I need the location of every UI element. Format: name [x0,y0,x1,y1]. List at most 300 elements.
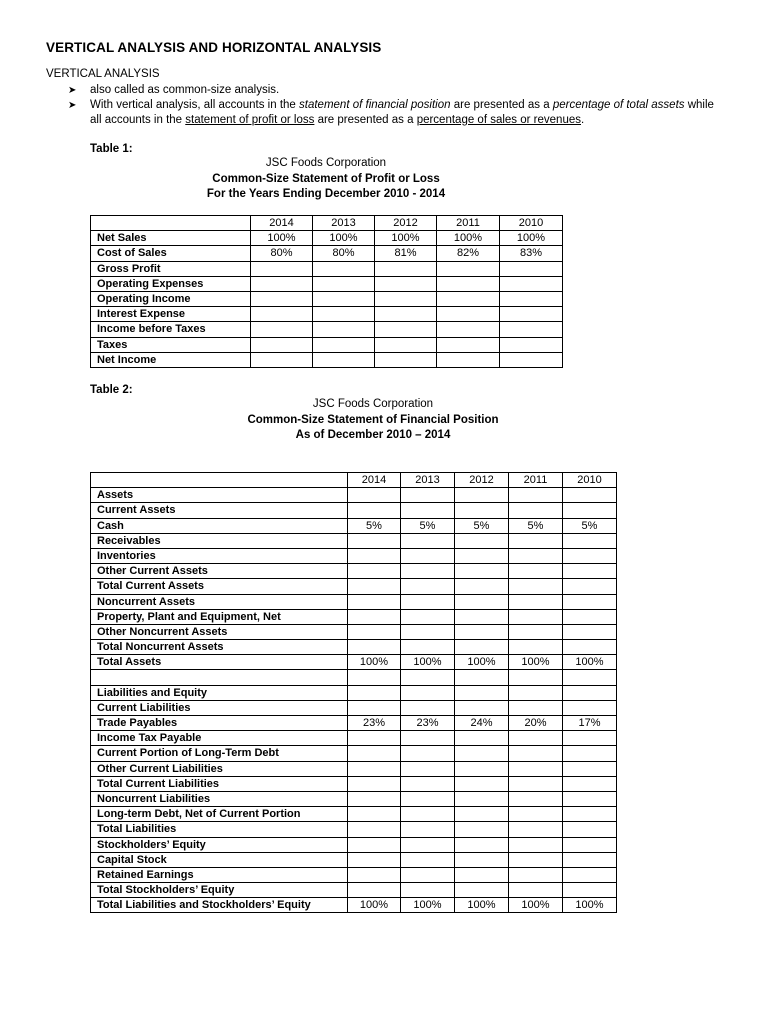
value-cell [348,685,401,700]
value-cell: 5% [455,518,509,533]
bullet-text-segment: With vertical analysis, all accounts in the [90,99,300,111]
bullet-text-segment: percentage of total assets [552,99,685,111]
value-cell [563,624,617,639]
value-cell [348,533,401,548]
row-label-cell: Capital Stock [91,852,348,867]
value-cell [401,548,455,563]
table-row [91,791,617,806]
value-cell [348,670,401,685]
value-cell [563,670,617,685]
table-row [91,579,617,594]
value-cell [500,307,563,322]
bullet-item [68,98,723,128]
table-row [91,307,563,322]
value-cell [455,731,509,746]
value-cell [455,776,509,791]
table1-profit-or-loss [90,215,563,368]
value-cell [563,791,617,806]
table-row [91,564,617,579]
value-cell [455,700,509,715]
value-cell: 100% [437,231,500,246]
row-label-cell: Cash [91,518,348,533]
table2-financial-position [90,472,617,913]
value-cell [509,731,563,746]
table-row [91,685,617,700]
table2-label: Table 2: [90,384,133,396]
value-cell: 5% [401,518,455,533]
row-label-cell: Property, Plant and Equipment, Net [91,609,348,624]
value-cell [348,609,401,624]
value-cell [455,883,509,898]
value-cell [455,807,509,822]
value-cell [455,852,509,867]
value-cell [348,776,401,791]
bullet-text-segment: statement of profit or loss [185,114,315,126]
row-label-cell: Retained Earnings [91,867,348,882]
table-row [91,837,617,852]
value-cell [563,731,617,746]
value-cell [500,261,563,276]
value-cell [401,640,455,655]
value-cell [313,322,375,337]
value-cell [401,776,455,791]
value-cell [563,548,617,563]
row-label-cell [91,670,348,685]
value-cell [313,276,375,291]
value-cell [348,746,401,761]
value-cell: 20% [509,716,563,731]
value-cell [509,761,563,776]
value-cell [563,533,617,548]
value-cell [455,488,509,503]
value-cell [348,807,401,822]
value-cell [563,594,617,609]
value-cell: 81% [375,246,437,261]
bullet-text-segment: statement of financial position [299,99,451,111]
row-label-cell: Inventories [91,548,348,563]
value-cell [348,837,401,852]
row-label-cell: Taxes [91,337,251,352]
value-cell [509,867,563,882]
value-cell: 100% [401,655,455,670]
row-label-cell: Long-term Debt, Net of Current Portion [91,807,348,822]
row-label-cell: Stockholders’ Equity [91,837,348,852]
value-cell [437,307,500,322]
document-title: VERTICAL ANALYSIS AND HORIZONTAL ANALYSIS [46,40,382,55]
value-cell [437,322,500,337]
table1-label: Table 1: [90,143,133,155]
table-row [91,655,617,670]
value-cell [401,594,455,609]
value-cell [348,822,401,837]
value-cell [251,307,313,322]
table1-statement: Common-Size Statement of Profit or Loss [212,172,440,185]
value-cell [509,746,563,761]
value-cell: 5% [348,518,401,533]
row-label-cell: Net Income [91,352,251,367]
value-cell: 100% [401,898,455,913]
value-cell [455,761,509,776]
value-cell [563,746,617,761]
value-cell [455,533,509,548]
value-cell: 100% [251,231,313,246]
value-cell [563,700,617,715]
value-cell [563,776,617,791]
value-cell [401,883,455,898]
value-cell [401,670,455,685]
value-cell [401,807,455,822]
year-header-cell: 2013 [401,473,455,488]
table2-period: As of December 2010 – 2014 [295,429,451,441]
table-row [91,883,617,898]
table-row [91,716,617,731]
row-label-cell: Total Current Liabilities [91,776,348,791]
year-header-cell: 2010 [500,216,563,231]
value-cell [313,261,375,276]
value-cell: 80% [251,246,313,261]
value-cell [509,594,563,609]
value-cell [509,700,563,715]
value-cell [375,337,437,352]
table-header-row [91,216,563,231]
table1-company: JSC Foods Corporation [265,157,387,169]
value-cell [563,685,617,700]
value-cell [455,624,509,639]
value-cell [455,579,509,594]
bullet-text-segment: . [580,114,585,126]
value-cell: 80% [313,246,375,261]
value-cell [401,624,455,639]
value-cell [563,852,617,867]
value-cell [348,624,401,639]
value-cell: 23% [348,716,401,731]
value-cell [455,503,509,518]
table2-body [91,473,617,913]
value-cell [509,624,563,639]
value-cell: 100% [313,231,375,246]
row-label-cell: Total Stockholders’ Equity [91,883,348,898]
value-cell [455,822,509,837]
value-cell [401,533,455,548]
value-cell [348,488,401,503]
table-row [91,594,617,609]
value-cell [375,291,437,306]
section-heading: VERTICAL ANALYSIS [46,68,160,80]
value-cell: 83% [500,246,563,261]
value-cell: 17% [563,716,617,731]
table-row [91,746,617,761]
value-cell [455,670,509,685]
table-row [91,807,617,822]
table1-body [91,216,563,368]
row-label-cell: Total Liabilities [91,822,348,837]
value-cell [563,640,617,655]
value-cell [563,503,617,518]
value-cell [401,503,455,518]
value-cell [348,883,401,898]
table1-caption [90,156,562,203]
value-cell [509,776,563,791]
bullet-list [68,83,723,128]
value-cell [509,533,563,548]
table-row [91,276,563,291]
value-cell [455,746,509,761]
bullet-text-segment: percentage of sales or revenues [416,114,581,126]
table-row [91,776,617,791]
row-label-cell: Current Liabilities [91,700,348,715]
table-row [91,624,617,639]
value-cell [348,579,401,594]
table-row [91,761,617,776]
value-cell: 82% [437,246,500,261]
row-label-cell: Receivables [91,533,348,548]
row-label-cell: Noncurrent Liabilities [91,791,348,806]
value-cell [348,548,401,563]
value-cell [251,261,313,276]
value-cell [563,564,617,579]
value-cell [401,746,455,761]
table-row [91,609,617,624]
value-cell [401,852,455,867]
value-cell [375,352,437,367]
value-cell [375,261,437,276]
year-header-cell: 2012 [455,473,509,488]
year-header-cell: 2011 [437,216,500,231]
value-cell [437,261,500,276]
year-header-cell: 2012 [375,216,437,231]
value-cell [401,837,455,852]
table-header-row [91,473,617,488]
row-label-cell: Assets [91,488,348,503]
table-row [91,533,617,548]
table2-company: JSC Foods Corporation [312,398,434,410]
value-cell [348,594,401,609]
value-cell [348,791,401,806]
value-cell [509,837,563,852]
value-cell: 100% [455,898,509,913]
table-row [91,700,617,715]
value-cell [401,791,455,806]
value-cell: 100% [563,898,617,913]
bullet-text [90,99,714,126]
value-cell [563,761,617,776]
value-cell [509,685,563,700]
value-cell [455,594,509,609]
value-cell [437,291,500,306]
bullet-text: also called as common-size analysis. [90,84,280,96]
row-label-cell: Operating Expenses [91,276,251,291]
table-row [91,352,563,367]
value-cell [401,867,455,882]
bullet-text-segment: are presented as a [314,114,417,126]
value-cell: 100% [500,231,563,246]
value-cell [509,807,563,822]
value-cell [563,837,617,852]
table-row [91,852,617,867]
table-row [91,731,617,746]
table-row [91,261,563,276]
value-cell: 100% [563,655,617,670]
value-cell [509,564,563,579]
value-cell: 100% [455,655,509,670]
table-row [91,822,617,837]
table-row [91,548,617,563]
row-label-cell: Net Sales [91,231,251,246]
row-label-cell: Liabilities and Equity [91,685,348,700]
year-header-cell: 2010 [563,473,617,488]
value-cell: 23% [401,716,455,731]
value-cell [509,548,563,563]
value-cell [500,337,563,352]
row-label-cell: Cost of Sales [91,246,251,261]
value-cell [437,337,500,352]
table-row [91,337,563,352]
value-cell [437,352,500,367]
value-cell [509,579,563,594]
row-label-cell: Total Current Assets [91,579,348,594]
table-row [91,246,563,261]
row-label-cell: Total Noncurrent Assets [91,640,348,655]
year-header-cell: 2014 [348,473,401,488]
value-cell [509,640,563,655]
value-cell [563,807,617,822]
row-label-cell: Other Noncurrent Assets [91,624,348,639]
year-header-cell: 2013 [313,216,375,231]
table-row [91,291,563,306]
row-label-cell: Trade Payables [91,716,348,731]
value-cell [563,488,617,503]
value-cell [251,352,313,367]
table-row [91,231,563,246]
row-label-cell: Interest Expense [91,307,251,322]
value-cell: 100% [375,231,437,246]
header-blank-cell [91,216,251,231]
value-cell [455,640,509,655]
value-cell: 100% [348,898,401,913]
table-row [91,503,617,518]
arrow-bullet-icon: ➤ [68,100,77,111]
value-cell [509,883,563,898]
value-cell [401,564,455,579]
value-cell [375,276,437,291]
value-cell [251,337,313,352]
value-cell [348,731,401,746]
table-row [91,898,617,913]
value-cell [509,670,563,685]
value-cell: 100% [348,655,401,670]
bullet-item [68,83,723,98]
table2-caption [90,397,656,444]
value-cell [509,488,563,503]
value-cell [313,307,375,322]
bullet-text-segment: while all accounts in the [90,99,714,126]
value-cell [313,337,375,352]
value-cell [509,852,563,867]
year-header-cell: 2011 [509,473,563,488]
value-cell [401,488,455,503]
value-cell [455,685,509,700]
arrow-bullet-icon: ➤ [68,85,77,96]
table-row [91,488,617,503]
value-cell [500,291,563,306]
value-cell [437,276,500,291]
table1-period: For the Years Ending December 2010 - 2014 [206,188,446,200]
row-label-cell: Income before Taxes [91,322,251,337]
value-cell [509,791,563,806]
value-cell [251,276,313,291]
table-row [91,322,563,337]
table-row [91,867,617,882]
value-cell [251,322,313,337]
value-cell [401,609,455,624]
value-cell: 5% [509,518,563,533]
value-cell [455,609,509,624]
row-label-cell: Current Portion of Long-Term Debt [91,746,348,761]
value-cell [500,276,563,291]
value-cell [348,761,401,776]
value-cell: 100% [509,655,563,670]
value-cell [348,503,401,518]
table-row [91,518,617,533]
value-cell [348,867,401,882]
row-label-cell: Operating Income [91,291,251,306]
table2-statement: Common-Size Statement of Financial Position [247,413,499,426]
value-cell [375,322,437,337]
value-cell [509,609,563,624]
value-cell: 100% [509,898,563,913]
value-cell [401,761,455,776]
value-cell [455,548,509,563]
value-cell [375,307,437,322]
value-cell [348,852,401,867]
value-cell [348,640,401,655]
value-cell [500,322,563,337]
table-row [91,670,617,685]
value-cell [401,822,455,837]
value-cell [313,291,375,306]
value-cell [455,837,509,852]
value-cell [401,700,455,715]
value-cell [509,822,563,837]
value-cell [348,564,401,579]
row-label-cell: Income Tax Payable [91,731,348,746]
value-cell [455,867,509,882]
value-cell [251,291,313,306]
value-cell [455,564,509,579]
value-cell [509,503,563,518]
value-cell [563,609,617,624]
row-label-cell: Noncurrent Assets [91,594,348,609]
value-cell: 5% [563,518,617,533]
value-cell [313,352,375,367]
row-label-cell: Other Current Assets [91,564,348,579]
value-cell [563,883,617,898]
table-row [91,640,617,655]
value-cell [401,685,455,700]
header-blank-cell [91,473,348,488]
value-cell [563,822,617,837]
row-label-cell: Gross Profit [91,261,251,276]
row-label-cell: Total Assets [91,655,348,670]
value-cell [563,579,617,594]
value-cell [455,791,509,806]
year-header-cell: 2014 [251,216,313,231]
bullet-text-segment: are presented as a [450,99,553,111]
value-cell: 24% [455,716,509,731]
row-label-cell: Other Current Liabilities [91,761,348,776]
row-label-cell: Current Assets [91,503,348,518]
value-cell [500,352,563,367]
